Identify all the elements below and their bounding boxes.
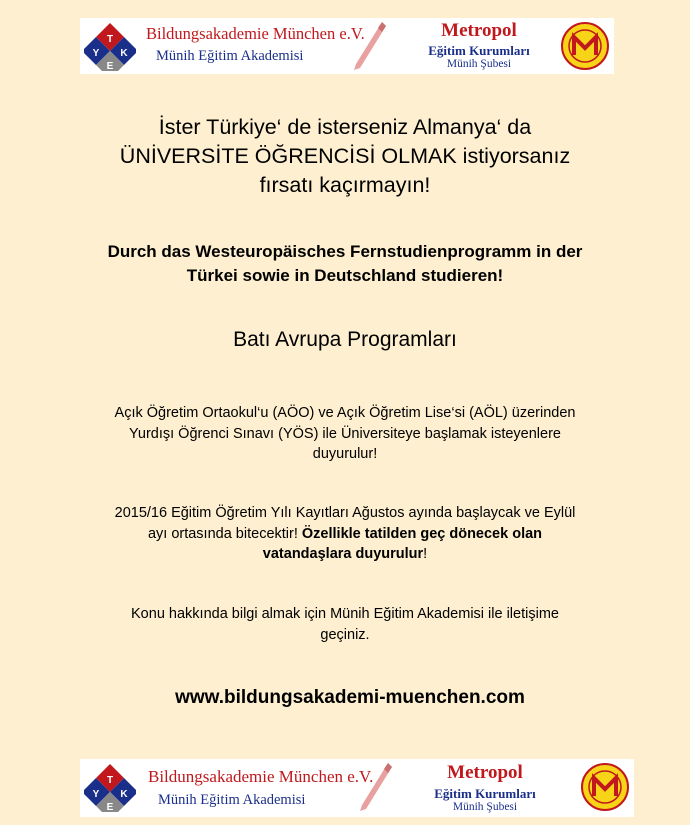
- metropol-subtitle: Eğitim Kurumları: [434, 786, 536, 801]
- metropol-branch: Münih Şubesi: [446, 58, 512, 70]
- p1-line-1: Açık Öğretim Ortaokul‘u (AÖO) ve Açık Öğretim Lise‘si (AÖL) üzerinden: [114, 405, 576, 421]
- german-line-2: Türkei sowie in Deutschland studieren!: [186, 266, 504, 285]
- german-subheading: [30, 240, 660, 288]
- german-line-1: Durch das Westeuropäisches Fernstudienprogramm in der: [107, 242, 583, 261]
- headline-line-1: İster Türkiye‘ de isterseniz Almanya‘ da: [158, 115, 532, 139]
- pen-icon: [358, 761, 394, 813]
- metropol-title: Metropol: [441, 20, 517, 41]
- pen-icon: [352, 20, 388, 72]
- headline: [30, 113, 660, 200]
- p1-line-3: duyurulur!: [312, 446, 378, 462]
- yetek-logo: [84, 21, 136, 71]
- svg-text:T: T: [106, 34, 114, 45]
- footer-banner: [80, 759, 634, 817]
- svg-text:Y: Y: [92, 48, 100, 59]
- academy-name: Bildungsakademie München e.V.: [148, 767, 374, 786]
- svg-text:T: T: [106, 775, 114, 786]
- p2-line-2: [30, 524, 660, 545]
- headline-line-2: ÜNİVERSİTE ÖĞRENCİSİ OLMAK istiyorsanız: [119, 144, 571, 168]
- header-banner: [80, 18, 614, 74]
- p2-line-3-bold: vatandaşlara duyurulur: [262, 546, 424, 562]
- program-title: Batı Avrupa Programları: [233, 328, 457, 351]
- p2-line-3: [30, 544, 660, 565]
- p2-line-2-bold: Özellikle tatilden geç dönecek olan: [301, 525, 543, 542]
- metropol-branch: Münih Şubesi: [452, 801, 518, 813]
- announcement-paragraph-2: [30, 503, 660, 565]
- website-link[interactable]: www.bildungsakademi-muenchen.com: [175, 687, 525, 708]
- academy-name: Bildungsakademie München e.V.: [146, 24, 365, 43]
- svg-text:K: K: [120, 789, 128, 800]
- p2-line-2-plain: ayı ortasında bitecektir!: [147, 525, 302, 542]
- svg-text:E: E: [106, 61, 114, 71]
- academy-subtitle: Münih Eğitim Akademisi: [158, 792, 306, 808]
- metropol-title: Metropol: [447, 762, 523, 783]
- metropol-subtitle: Eğitim Kurumları: [428, 43, 530, 58]
- p3-line-2: geçiniz.: [320, 626, 370, 643]
- p2-line-1: 2015/16 Eğitim Öğretim Yılı Kayıtları Ağustos ayında başlaycak ve Eylül: [114, 505, 576, 521]
- svg-text:Y: Y: [92, 789, 100, 800]
- p3-line-1: Konu hakkında bilgi almak için Münih Eğitim Akademisi ile iletişime: [131, 606, 559, 622]
- p1-line-2: Yurdışı Öğrenci Sınavı (YÖS) ile Üniversiteye başlamak isteyenlere: [129, 425, 561, 442]
- p2-line-3-end: !: [423, 546, 428, 562]
- metropol-logo: [580, 762, 630, 812]
- contact-paragraph: [30, 604, 660, 645]
- headline-line-3: fırsatı kaçırmayın!: [259, 173, 431, 197]
- svg-text:K: K: [120, 48, 128, 59]
- metropol-logo: [560, 21, 610, 71]
- academy-subtitle: Münih Eğitim Akademisi: [156, 48, 304, 64]
- announcement-paragraph-1: [30, 403, 660, 465]
- svg-text:E: E: [106, 802, 114, 812]
- yetek-logo: [84, 762, 136, 812]
